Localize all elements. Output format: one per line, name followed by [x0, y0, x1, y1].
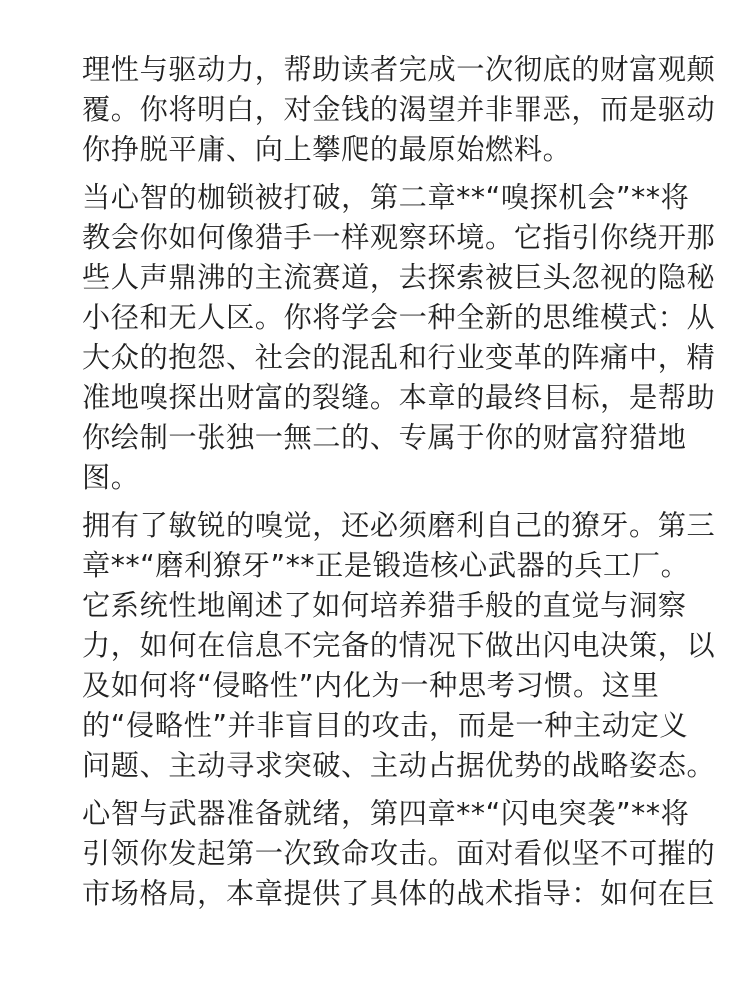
text-line: 及如何将“侵略性”内化为一种思考习惯。这里 [82, 669, 660, 702]
text-line: 章**“磨利獠牙”**正是锻造核心武器的兵工厂。 [82, 549, 690, 582]
text-line: 当心智的枷锁被打破，第二章**“嗅探机会”**将 [82, 181, 690, 214]
text-line: 心智与武器准备就绪，第四章**“闪电突袭”**将 [82, 797, 690, 830]
text-line: 小径和无人区。你将学会一种全新的思维模式：从 [82, 301, 716, 334]
text-line: 理性与驱动力，帮助读者完成一次彻底的财富观颠 [82, 53, 716, 86]
text-line: 图。 [82, 461, 140, 494]
text-line: 问题、主动寻求突破、主动占据优势的战略姿态。 [82, 749, 716, 782]
text-line: 教会你如何像猎手一样观察环境。它指引你绕开那 [82, 221, 716, 254]
text-line: 覆。你将明白，对金钱的渴望并非罪恶，而是驱动 [82, 93, 716, 126]
text-line: 它系统性地阐述了如何培养猎手般的直觉与洞察 [82, 589, 687, 622]
text-line: 引领你发起第一次致命攻击。面对看似坚不可摧的 [82, 837, 716, 870]
text-line: 些人声鼎沸的主流赛道，去探索被巨头忽视的隐秘 [82, 261, 716, 294]
text-line: 力，如何在信息不完备的情况下做出闪电决策，以 [82, 629, 716, 662]
text-line: 的“侵略性”并非盲目的攻击，而是一种主动定义 [82, 709, 689, 742]
text-line: 拥有了敏锐的嗅觉，还必须磨利自己的獠牙。第三 [82, 509, 716, 542]
text-line: 大众的抱怨、社会的混乱和行业变革的阵痛中，精 [82, 341, 716, 374]
text-line: 市场格局，本章提供了具体的战术指导：如何在巨 [82, 877, 716, 910]
text-line: 你绘制一张独一無二的、专属于你的财富狩猎地 [82, 421, 687, 454]
text-line: 准地嗅探出财富的裂缝。本章的最终目标，是帮助 [82, 381, 716, 414]
text-line: 你挣脱平庸、向上攀爬的最原始燃料。 [82, 133, 572, 166]
